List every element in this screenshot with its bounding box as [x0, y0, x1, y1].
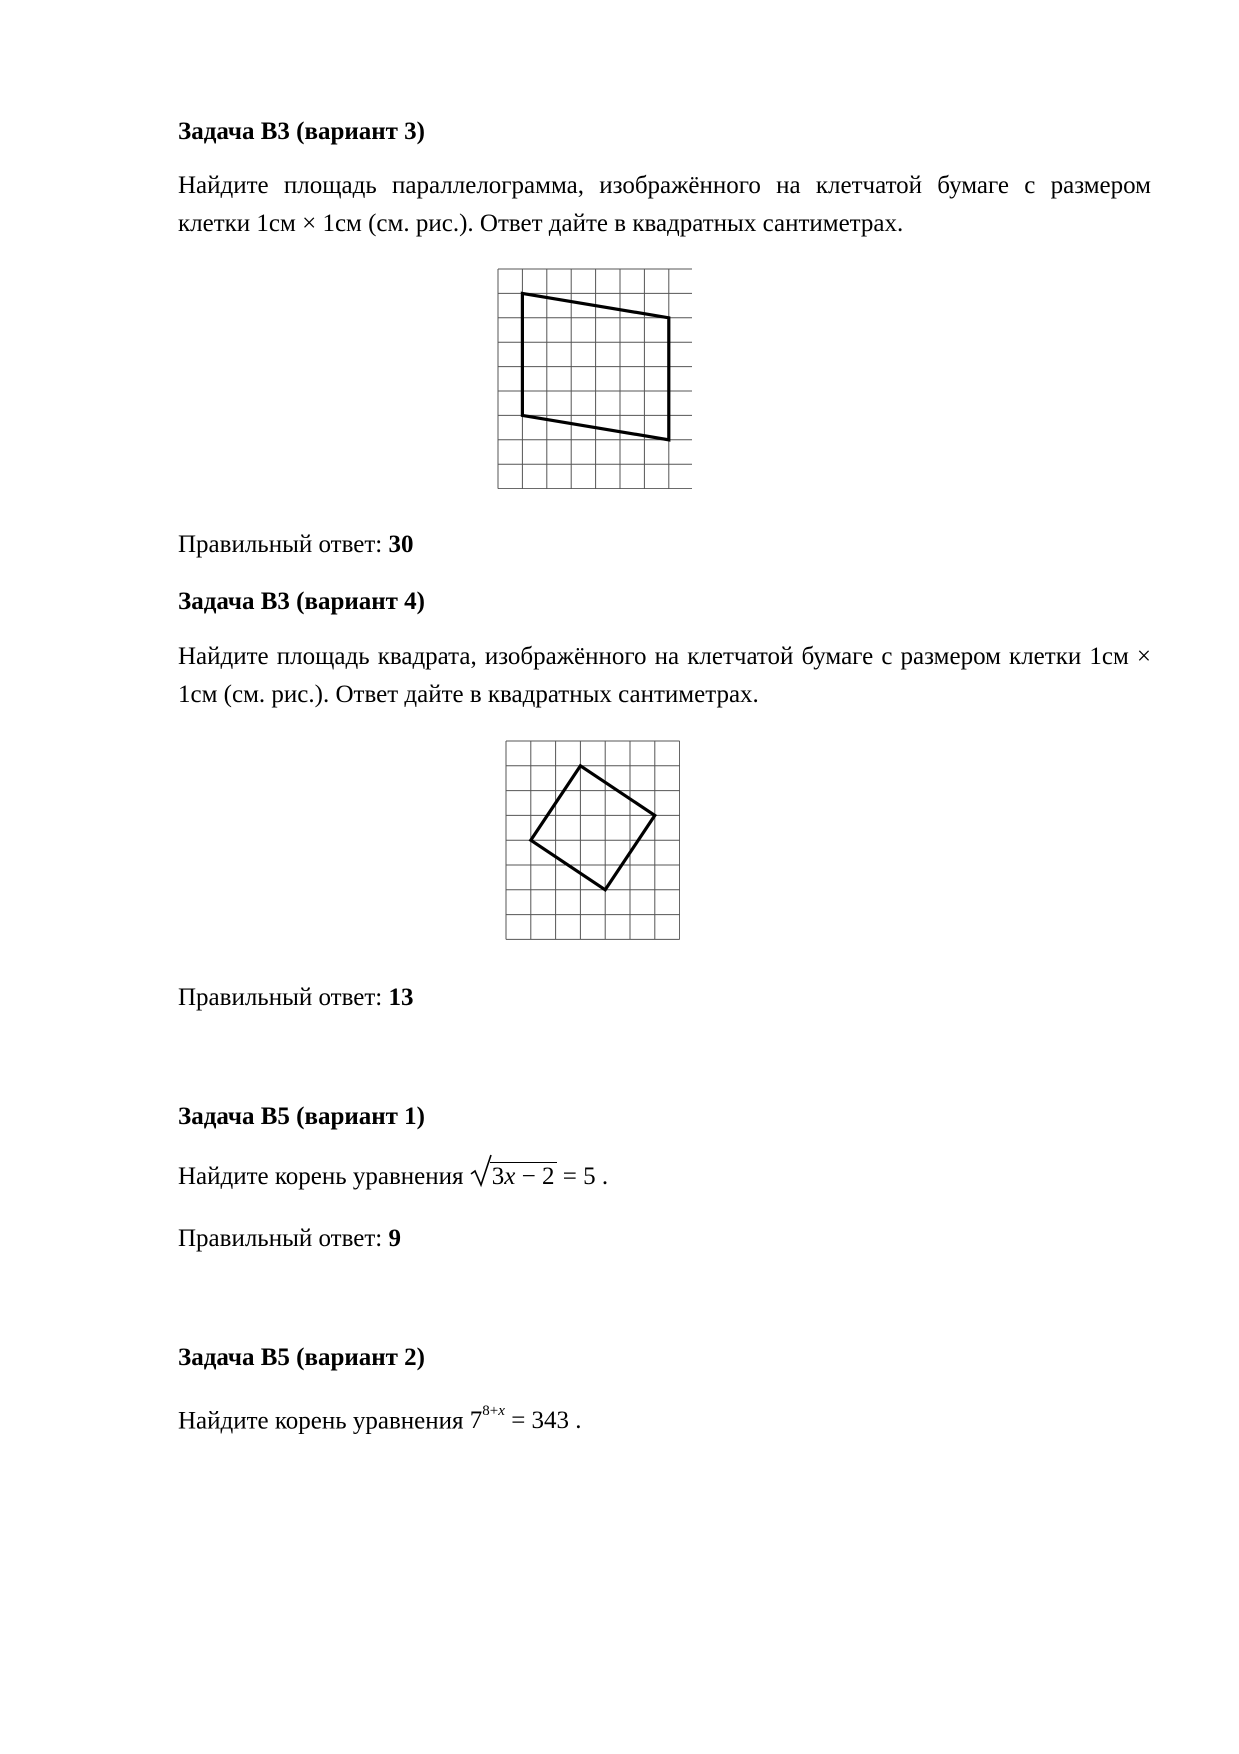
equation: $7^{8+x} = 343$ .	[469, 1403, 582, 1435]
exponent: 8+x	[482, 1403, 505, 1419]
square-figure	[504, 739, 680, 940]
square-grid	[504, 739, 680, 940]
task-title: Задача B3 (вариант 4)	[178, 588, 426, 615]
answer-line: Правильный ответ: 30	[178, 531, 414, 558]
parallelogram-grid	[496, 267, 692, 489]
cell-size-expression: 1см × 1см	[256, 210, 362, 237]
parallelogram-figure	[496, 267, 692, 489]
answer-value: 30	[388, 531, 414, 558]
equation: 3x − 2 = 5 .	[470, 1163, 608, 1190]
task-title: Задача B3 (вариант 3)	[178, 118, 426, 145]
cell-size-expression: 1см × 1см	[178, 643, 1152, 708]
task-title: Задача B5 (вариант 1)	[178, 1103, 426, 1130]
task-title: Задача B5 (вариант 2)	[178, 1344, 426, 1371]
answer-line: Правильный ответ: 9	[178, 1225, 401, 1252]
task-text: Найдите корень уравнения $7^{8+x} = 343$ .	[178, 1403, 582, 1435]
figure-outline	[531, 766, 655, 890]
task-text: Найдите площадь квадрата, изображённого на клетчатой бумаге с размером клетки 1см × 1см (см. рис.). Ответ дайте в квадратных сантиметрах.	[178, 643, 1152, 708]
answer-line: Правильный ответ: 13	[178, 984, 414, 1011]
answer-value: 9	[388, 1225, 401, 1252]
task-text: Найдите площадь параллелограмма, изображённого на клетчатой бумаге с размером клетки 1см × 1см (см. рис.). Ответ дайте в квадратных сантиметрах.	[178, 172, 1151, 237]
radical-sign-icon	[470, 1154, 492, 1188]
answer-value: 13	[388, 984, 414, 1011]
square-root: 3x − 2	[470, 1158, 557, 1196]
task-text: Найдите корень уравнения 3x − 2 = 5 .	[178, 1158, 1151, 1196]
